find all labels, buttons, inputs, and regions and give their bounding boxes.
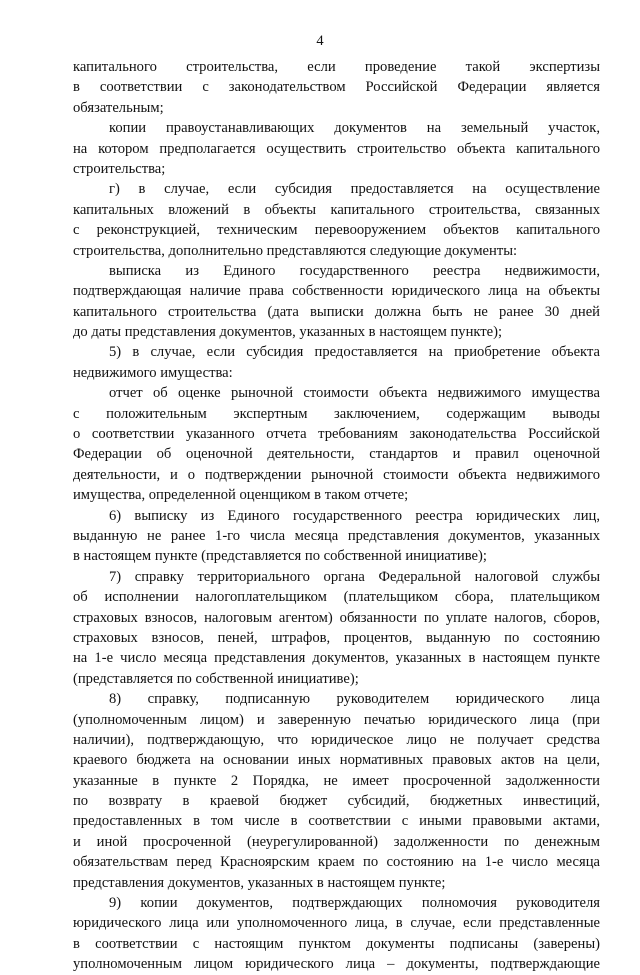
text-line: в соответствии с законодательством Российской Федерации является — [73, 79, 600, 96]
text-line: капитальных вложений в объекты капитального строительства, связанных — [73, 201, 600, 218]
text-line: 9) копии документов, подтверждающих полномочия руководителя — [109, 895, 600, 912]
text-line: обязательным; — [73, 99, 164, 116]
text-line: имущества, определенной оценщиком в таком отчете; — [73, 487, 409, 504]
text-line: копии правоустанавливающих документов на земельный участок, — [109, 120, 600, 137]
text-line: деятельности, и о подтверждении рыночной стоимости объекта недвижимого — [73, 466, 600, 483]
document-body — [73, 57, 600, 975]
text-line: и иной просроченной (неурегулированной) задолженности по денежным — [73, 833, 600, 850]
text-line: предоставленных в том числе в соответствии с иными правовыми актами, — [73, 813, 600, 830]
text-line: недвижимого имущества: — [73, 364, 233, 381]
text-line: 8) справку, подписанную руководителем юридического лица — [109, 691, 600, 708]
text-line: строительства; — [73, 160, 166, 177]
text-line: г) в случае, если субсидия предоставляется на осуществление — [109, 181, 600, 198]
text-line: выданную не ранее 1-го числа месяца представления документов, указанных — [73, 527, 600, 544]
text-line: представления документов, указанных в настоящем пункте; — [73, 874, 446, 891]
text-line: выписка из Единого государственного реестра недвижимости, — [109, 262, 600, 279]
page-number: 4 — [316, 33, 324, 49]
text-line: указанные в пункте 2 Порядка, не имеет просроченной задолженности — [73, 772, 600, 789]
text-line: в соответствии с настоящим пунктом документы подписаны (заверены) — [73, 935, 600, 952]
text-line: с положительным экспертным заключением, содержащим выводы — [73, 405, 600, 422]
text-line: капитального строительства, если проведение такой экспертизы — [73, 59, 600, 75]
text-line: по возврату в краевой бюджет субсидий, бюджетных инвестиций, — [73, 793, 600, 810]
text-line: об исполнении налогоплательщиком (плательщиком сбора, плательщиком — [73, 589, 600, 606]
text-line: о соответствии указанного отчета требованиям законодательства Российской — [73, 426, 600, 443]
text-line: обязательствам перед Красноярским краем по состоянию на 1-е число месяца — [73, 854, 600, 871]
text-line: с реконструкцией, техническим перевооружением объектов капитального — [73, 222, 600, 239]
text-line: краевого бюджета на основании иных нормативных правовых актов на цели, — [73, 752, 600, 769]
text-line: страховых взносов, налоговым агентом) обязанности по уплате налогов, сборов, — [73, 609, 600, 626]
text-line: до даты представления документов, указанных в настоящем пункте); — [73, 324, 503, 341]
text-line: страховых взносов, пеней, штрафов, процентов, выданную по состоянию — [73, 629, 600, 646]
text-line: наличии), подтверждающую, что юридическое лицо не получает средства — [73, 731, 600, 748]
text-line: на 1-е число месяца представления документов, указанных в настоящем пункте — [73, 650, 600, 667]
text-line: Федерации об оценочной деятельности, стандартов и правил оценочной — [73, 446, 600, 463]
text-line: отчет об оценке рыночной стоимости объекта недвижимого имущества — [109, 385, 600, 402]
text-line: 7) справку территориального органа Федеральной налоговой службы — [109, 568, 600, 585]
text-line: в настоящем пункте (представляется по собственной инициативе); — [73, 548, 487, 565]
text-line: уполномоченным лицом юридического лица – документы, подтверждающие — [73, 956, 600, 973]
text-line: строительства, дополнительно представляются следующие документы: — [73, 242, 518, 259]
text-line: (представляется по собственной инициативе); — [73, 670, 359, 687]
text-line: 6) выписку из Единого государственного реестра юридических лиц, — [109, 507, 600, 524]
text-line: капитального строительства (дата выписки должна быть не ранее 30 дней — [73, 303, 600, 320]
text-line: на котором предполагается осуществить строительство объекта капитального — [73, 140, 600, 157]
text-line: (уполномоченным лицом) и заверенную печатью юридического лица (при — [73, 711, 600, 728]
text-line: 5) в случае, если субсидия предоставляется на приобретение объекта — [109, 344, 600, 361]
text-line: подтверждающая наличие права собственности юридического лица на объекты — [73, 283, 600, 300]
text-line: юридического лица или уполномоченного лица, в случае, если представленные — [73, 915, 600, 932]
